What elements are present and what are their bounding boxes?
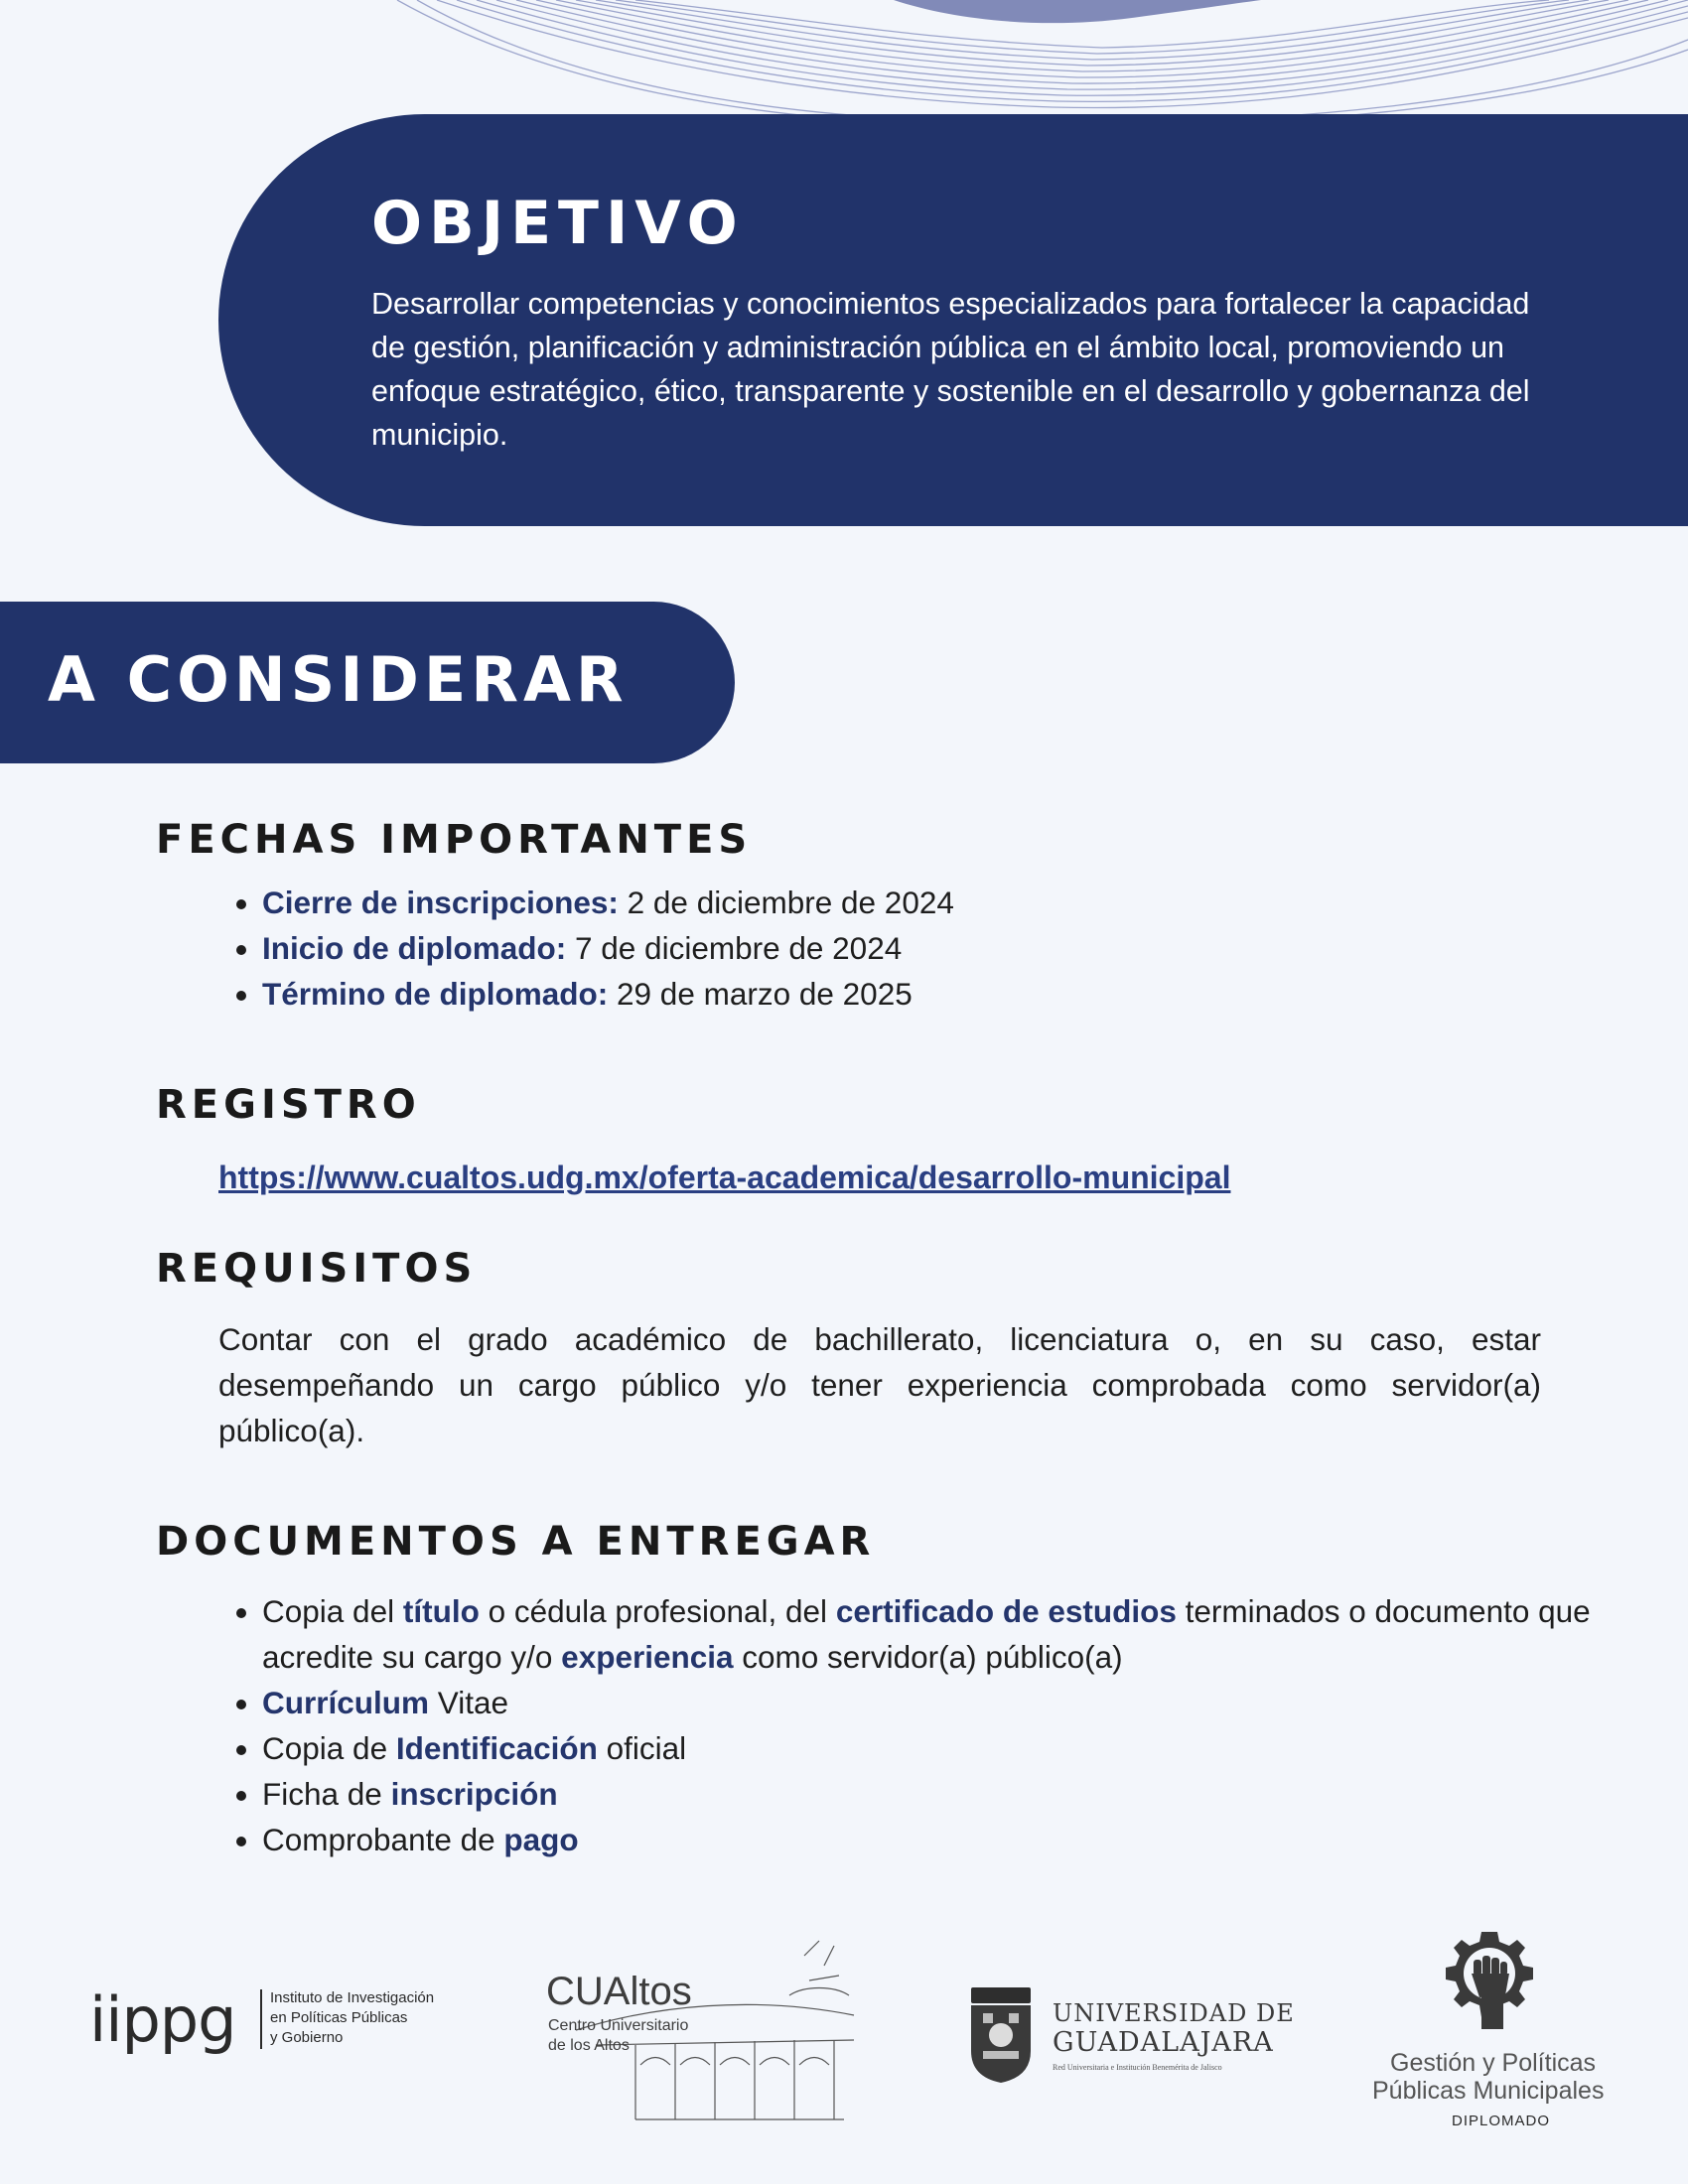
- list-item: [262, 1771, 1603, 1817]
- text: Copia del: [262, 1593, 403, 1629]
- udg-line1: UNIVERSIDAD DE: [1053, 1999, 1295, 2027]
- fecha-label: Término de diplomado:: [262, 976, 609, 1012]
- iippg-logo: [89, 1976, 487, 2065]
- udg-line2: GUADALAJARA: [1053, 2027, 1274, 2058]
- text: terminados o documento que acredite su cargo y/o: [262, 1593, 1591, 1675]
- highlight: Identificación: [395, 1730, 598, 1766]
- diplomado-line3: DIPLOMADO: [1452, 2113, 1551, 2129]
- list-item: [262, 1588, 1603, 1680]
- highlight: certificado de estudios: [835, 1593, 1177, 1629]
- decorative-waves: [0, 0, 1688, 129]
- fecha-label: Cierre de inscripciones:: [262, 885, 619, 920]
- udg-shield-icon: [963, 1985, 1039, 2085]
- text: o cédula profesional, del: [479, 1593, 836, 1629]
- cualtos-mark: CUAltos: [546, 1970, 692, 2013]
- requisitos-text: Contar con el grado académico de bachillerato, licenciatura o, en su caso, estar desempeñando un cargo público y/o tener experiencia comprobada como servidor(a) público(a).: [218, 1321, 1541, 1448]
- documentos-list: [218, 1588, 1603, 1862]
- cualtos-logo: [536, 1936, 864, 2124]
- list-item: [262, 971, 954, 1017]
- highlight: pago: [503, 1822, 579, 1857]
- iippg-line3: y Gobierno: [270, 2029, 344, 2046]
- iippg-line2: en Políticas Públicas: [270, 2009, 408, 2026]
- cualtos-line1: Centro Universitario: [548, 2017, 689, 2034]
- fecha-label: Inicio de diplomado:: [262, 930, 567, 966]
- udg-tagline: Red Universitaria e Institución Benemérita de Jalisco: [1053, 2063, 1222, 2072]
- fechas-heading: FECHAS IMPORTANTES: [156, 817, 753, 863]
- text: Comprobante de: [262, 1822, 504, 1857]
- list-item: [262, 925, 954, 971]
- list-item: [262, 1725, 1603, 1771]
- highlight: título: [402, 1593, 480, 1629]
- highlight: inscripción: [390, 1776, 558, 1812]
- documentos-heading: DOCUMENTOS A ENTREGAR: [156, 1519, 876, 1565]
- diplomado-line1: Gestión y Políticas: [1390, 2049, 1597, 2077]
- highlight: Currículum: [262, 1685, 430, 1720]
- list-item: [262, 1680, 1603, 1725]
- fecha-value: 2 de diciembre de 2024: [618, 885, 954, 920]
- diplomado-line2: Públicas Municipales: [1372, 2077, 1605, 2105]
- registro-link[interactable]: https://www.cualtos.udg.mx/oferta-academica/desarrollo-municipal: [218, 1160, 1231, 1195]
- highlight: experiencia: [561, 1639, 734, 1675]
- logo-divider: [260, 1989, 262, 2049]
- fist-gear-icon: [1440, 1926, 1539, 2035]
- list-item: [262, 1817, 1603, 1862]
- objetivo-title: OBJETIVO: [371, 189, 745, 258]
- text: como servidor(a) público(a): [733, 1639, 1123, 1675]
- udg-logo: [963, 1985, 1301, 2090]
- registro-heading: REGISTRO: [156, 1082, 421, 1128]
- fecha-value: 7 de diciembre de 2024: [566, 930, 903, 966]
- requisitos-heading: REQUISITOS: [156, 1246, 478, 1292]
- list-item: [262, 880, 954, 925]
- text: Copia de: [262, 1730, 396, 1766]
- objetivo-text: Desarrollar competencias y conocimientos especializados para fortalecer la capacidad de gestión, planificación y administración pública en el ámbito local, promoviendo un enfoque estratégico, ético, transparente y sostenible en el desarrollo y gobernanza del municipio.: [371, 287, 1530, 452]
- iippg-mark: iippg: [89, 1983, 236, 2056]
- text: oficial: [597, 1730, 687, 1766]
- fechas-list: [218, 880, 954, 1017]
- iippg-line1: Instituto de Investigación: [270, 1989, 435, 2006]
- text: Vitae: [429, 1685, 509, 1720]
- text: Ficha de: [262, 1776, 391, 1812]
- diplomado-logo: [1360, 1926, 1628, 2149]
- cualtos-line2: de los Altos: [548, 2037, 630, 2054]
- fecha-value: 29 de marzo de 2025: [608, 976, 913, 1012]
- considerar-title: A CONSIDERAR: [48, 643, 629, 716]
